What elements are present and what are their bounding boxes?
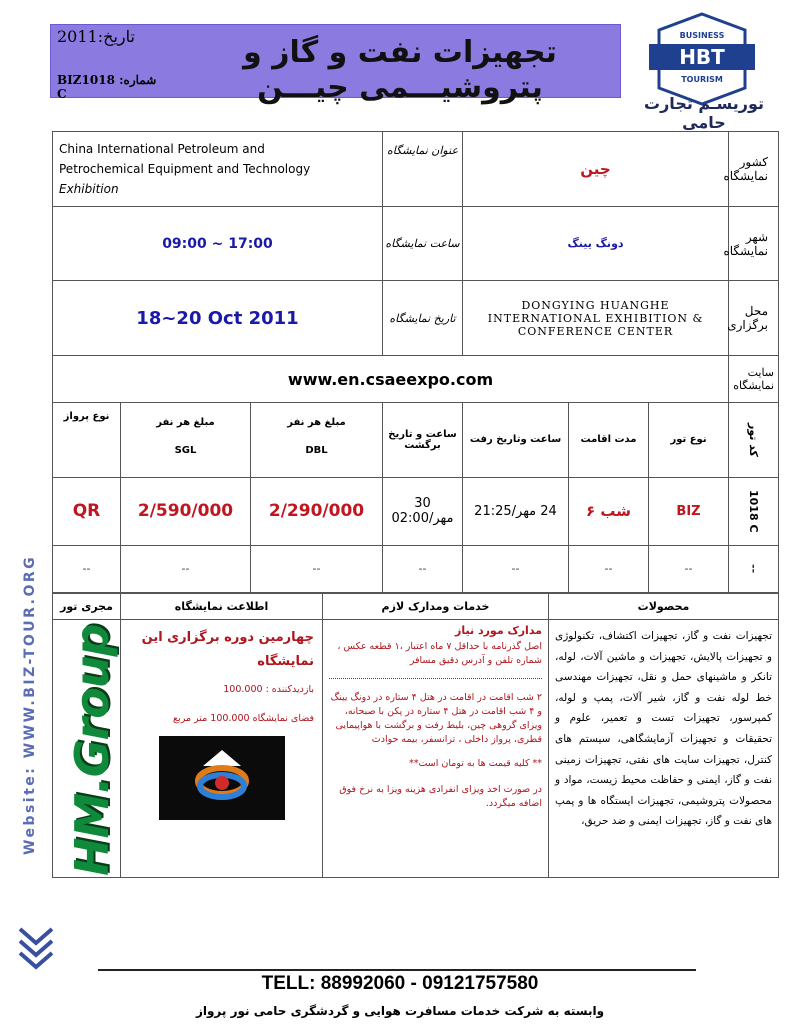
exhibition-stats — [121, 620, 323, 878]
code-cell: -- — [729, 545, 779, 592]
country-label: کشور نمایشگاه — [729, 132, 779, 207]
exhibition-date: 18~20 Oct 2011 — [53, 281, 383, 356]
tour-type-cell: BIZ — [649, 477, 729, 545]
page-title: تجهیزات نفت و گاز و پتروشیـــمی چیـــن — [243, 35, 557, 105]
footer-phone: TELL: 88992060 - 09121757580 — [261, 973, 539, 994]
col-price-sgl-sub: SGL — [174, 445, 197, 457]
hours-label: ساعت نمایشگاه — [383, 206, 463, 281]
table-row — [53, 477, 779, 545]
price-sgl-cell: 2/590/000 — [121, 477, 251, 545]
services-cell — [323, 620, 549, 878]
footer-company: وابسته به شرکت خدمات مسافرت هوایی و گردشگری حامی نور پرواز — [195, 1004, 605, 1018]
col-departure: ساعت وتاریخ رفت — [463, 403, 569, 478]
flight-cell: QR — [53, 477, 121, 545]
exhibition-title-line1: China International Petroleum and — [59, 141, 265, 156]
logo-top-text: BUSINESS — [679, 31, 725, 40]
city-value: دونگ یینگ — [463, 206, 729, 281]
return-cell: 30 مهر/02:00 — [383, 477, 463, 545]
visitors-text: بازدیدکننده : 100.000 — [223, 684, 314, 695]
tour-type-cell: -- — [649, 545, 729, 592]
hm-group-logo: HM.Group — [65, 624, 119, 876]
area-text: فضای نمایشگاه 100.000 متر مربع — [173, 713, 314, 724]
country-value: چین — [463, 132, 729, 207]
docs-title: مدارک مورد نیاز — [455, 624, 542, 637]
price-sgl-cell: -- — [121, 545, 251, 592]
visa-note: در صورت اخذ ویزای انفرادی هزینه ویزا به نرخ فوق اضافه میگردد. — [339, 784, 542, 809]
header-code: شماره: BIZ1018 C — [57, 73, 157, 101]
departure-cell: 24 مهر/21:25 — [463, 477, 569, 545]
products-text: تجهیزات نفت و گاز، تجهیزات اکتشاف، تکنولوژی و تجهیزات پالایش، تجهیزات و ماشین آلات، لوله، تانکر و ماشینهای حمل و نقل، تجهیزات مهندسی خط لوله نفت و گاز، شیر آلات، پمپ و لوله، کمپرسور، تجهیزات تست و تعمیر، علوم و تحقیقات و تجهیزات آزمایشگاهی، سیستم های کنترل، تجهیزات سایت های نفتی، تجهیزات زمینی نفت و گاز، ایمنی و حفاظت محیط زیست، مواد و محصولات پتروشیمی، تجهیزات ایستگاه ها و پمپ های نفت و گاز، تجهیزات ایمنی و ضد حریق، — [549, 620, 779, 878]
venue-line3: CONFERENCE CENTER — [517, 324, 674, 338]
tour-details-table — [52, 593, 779, 878]
chevron-down-icon — [18, 925, 54, 975]
price-note: ** کلیه قیمت ها به تومان است** — [408, 758, 542, 769]
stay-cell: -- — [569, 545, 649, 592]
venue-line1: DONGYING HUANGHE — [521, 298, 670, 312]
executor-logo-cell — [53, 620, 121, 878]
website-label: سایت نمایشگاه — [729, 356, 779, 403]
venue — [463, 281, 729, 356]
services-header: خدمات ومدارک لازم — [323, 594, 549, 620]
executor-header: مجری تور — [53, 594, 121, 620]
table-row — [53, 545, 779, 592]
edition-text: چهارمین دوره برگزاری این نمایشگاه — [141, 630, 314, 669]
services-text: ۲ شب اقامت در اقامت در هتل ۴ ستاره در دونگ یینگ و ۴ شب اقامت در هتل ۴ ستاره در پکن با صبحانه، ویزای گروهی چین، بلیط رفت و برگشت با هواپیمایی قطری، پرواز داخلی ، ترانسفر، بیمه حوادث — [330, 692, 542, 745]
col-price-dbl-label: مبلغ هر نفر — [287, 417, 346, 429]
flight-cell: -- — [53, 545, 121, 592]
code-cell: 1018 C — [729, 477, 779, 545]
info-header: اطلاعت نمایشگاه — [121, 594, 323, 620]
exhibition-title-line2: Petrochemical Equipment and Technology — [59, 161, 311, 176]
exhibition-logo-image — [159, 736, 285, 820]
products-header: محصولات — [549, 594, 779, 620]
logo-caption: توریسـم تجارت حامی — [644, 94, 764, 132]
docs-text: اصل گذرنامه با حداقل ۷ ماه اعتبار ،۱ قطعه عکس ، شماره تلفن و آدرس دقیق مسافر — [337, 641, 542, 666]
dotted-divider — [329, 678, 542, 679]
header-banner — [50, 24, 621, 105]
stay-cell: ۶ شب — [569, 477, 649, 545]
exhibition-website[interactable]: www.en.csaeexpo.com — [53, 356, 729, 403]
exhibition-title — [53, 132, 383, 207]
col-price-dbl — [251, 403, 383, 478]
col-code: کد تور — [729, 403, 779, 478]
col-stay: مدت اقامت — [569, 403, 649, 478]
col-price-sgl-label: مبلغ هر نفر — [156, 417, 215, 429]
header-date: تاریخ:2011 — [57, 27, 135, 46]
col-price-sgl — [121, 403, 251, 478]
logo-main-text: HBT — [679, 45, 725, 69]
city-label: شهر نمایشگاه — [729, 206, 779, 281]
date-label: تاریخ نمایشگاه — [383, 281, 463, 356]
col-tour-type: نوع تور — [649, 403, 729, 478]
exhibition-hours: 09:00 ~ 17:00 — [53, 206, 383, 281]
col-flight: نوع پرواز — [53, 403, 121, 478]
venue-line2: INTERNATIONAL EXHIBITION & — [487, 311, 704, 325]
price-dbl-cell: -- — [251, 545, 383, 592]
return-cell: -- — [383, 545, 463, 592]
price-dbl-cell: 2/290/000 — [251, 477, 383, 545]
exhibition-title-label: عنوان نمایشگاه — [383, 132, 463, 207]
exhibition-info-table — [52, 131, 779, 593]
venue-label: محل برگزاری — [729, 281, 779, 356]
side-website: Website: WWW.BIZ-TOUR.ORG — [22, 554, 38, 856]
logo-bottom-text: TOURISM — [681, 75, 723, 84]
departure-cell: -- — [463, 545, 569, 592]
col-return: ساعت و تاریخ برگشت — [383, 403, 463, 478]
exhibition-title-line3: Exhibition — [59, 181, 119, 196]
footer-divider — [98, 969, 696, 971]
col-price-dbl-sub: DBL — [305, 445, 328, 457]
